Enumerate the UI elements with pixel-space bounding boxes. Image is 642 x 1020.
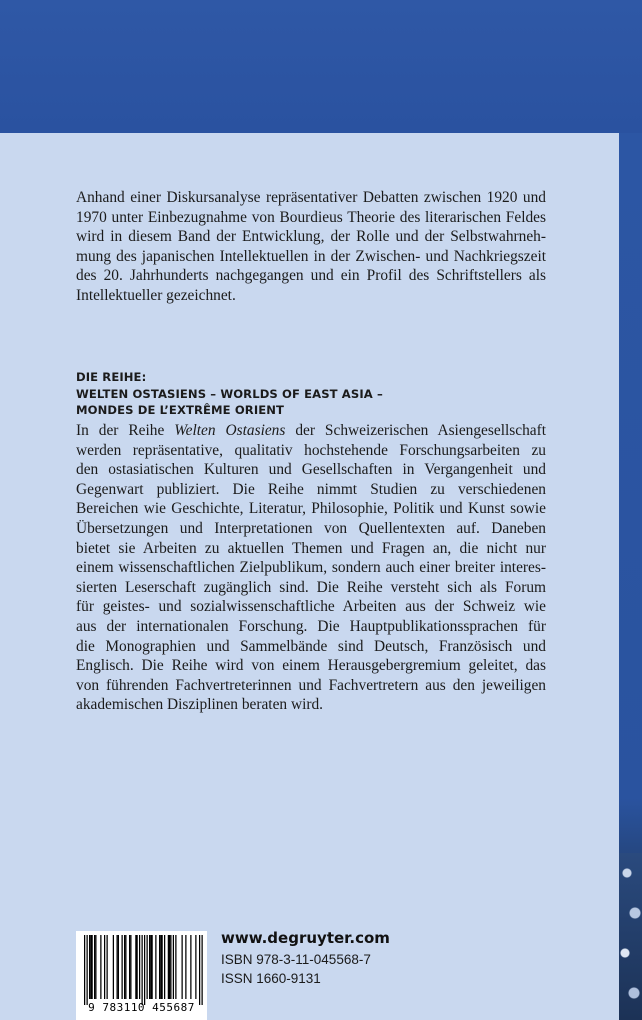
series-intro-tail: der Schweizerischen Asiengesellschaft [285, 422, 547, 439]
barcode-bar [168, 935, 169, 999]
cover-art-fragment [619, 853, 642, 1020]
cover-spine-edge [619, 133, 642, 1020]
series-intro-text: In der Reihe [76, 422, 175, 439]
barcode-digits: 9 783110 455687 [88, 1001, 195, 1014]
barcode-bar [199, 935, 200, 1005]
series-line: Übersetzungen und Interpretationen von Quellentexten auf. Daneben [76, 519, 546, 537]
barcode-bar [125, 935, 126, 999]
barcode-bar [147, 935, 148, 999]
series-line: aus der internationalen Forschung. Die Hauptpublikationssprachen für [76, 617, 546, 635]
series-line: für geistes- und sozialwissenschaftliche Arbeiten aus der Schweiz wie [76, 598, 546, 616]
cover-top-band [0, 0, 642, 133]
barcode-bar [162, 935, 163, 999]
barcode-bar [104, 935, 105, 999]
series-title-italic: Welten Ostasiens [174, 422, 286, 439]
barcode-bar [135, 935, 136, 999]
barcode-bar [139, 935, 140, 999]
barcode-bar [164, 935, 165, 999]
series-line: den ostasiatischen Kulturen und Gesellschaften in Vergangenheit und [76, 461, 546, 479]
barcode-bar [117, 935, 118, 999]
barcode-bar [124, 935, 125, 999]
series-heading-line: MONDES DE L’EXTRÊME ORIENT [76, 403, 285, 417]
series-line: einem wissenschaftlichen Zielpublikum, sondern auch einer breiter interes- [76, 559, 546, 577]
blurb-line: wird in diesem Band der Entwicklung, der Rolle und der Selbstwahrneh- [76, 228, 546, 246]
series-line: akademischen Disziplinen beraten wird. [76, 696, 324, 714]
barcode-bar [185, 935, 186, 999]
isbn-number: ISBN 978-3-11-045568-7 [221, 952, 371, 967]
series-heading-line: WELTEN OSTASIENS – WORLDS OF EAST ASIA – [76, 386, 383, 401]
barcode-bar [190, 935, 191, 999]
barcode-bar [100, 935, 101, 999]
back-cover-panel [0, 133, 619, 1020]
series-heading-line: DIE REIHE: [76, 370, 147, 384]
issn-number: ISSN 1660-9131 [221, 971, 321, 986]
series-line: Bereichen wie Geschichte, Literatur, Philosophie, Politik und Kunst sowie [76, 500, 546, 518]
barcode-bar [94, 935, 95, 999]
barcode-bar [150, 935, 151, 999]
barcode-bar [159, 935, 160, 999]
barcode-bar [130, 935, 131, 999]
isbn-barcode [76, 931, 207, 1020]
blurb-line: 1970 unter Einbezugnahme von Bourdieus Theorie des literarischen Feldes [76, 208, 546, 226]
blurb-line: Anhand einer Diskursanalyse repräsentativer Debatten zwischen 1920 und [76, 189, 546, 206]
barcode-bar [122, 935, 123, 999]
barcode-bar [129, 935, 130, 999]
blurb-paragraph [76, 188, 546, 306]
barcode-bar [182, 935, 183, 999]
barcode-bar [155, 935, 156, 999]
barcode-bar [142, 935, 143, 1005]
series-line: Englisch. Die Reihe wird von einem Herausgebergremium geleitet, das [76, 657, 546, 675]
series-line: von führenden Fachvertreterinnen und Fachvertretern aus den jeweiligen [76, 676, 546, 694]
publisher-url: www.degruyter.com [221, 929, 390, 947]
barcode-bar [175, 935, 176, 999]
barcode-bar [87, 935, 88, 1005]
barcode-bar [84, 935, 85, 1005]
series-description [76, 421, 546, 715]
barcode-bar [90, 935, 91, 999]
barcode-bar [113, 935, 114, 999]
barcode-bar [92, 935, 93, 999]
series-line-first [76, 421, 546, 441]
series-line: werden repräsentative, qualitativ hochstehende Forschungsarbeiten zu [76, 441, 546, 459]
blurb-line: Intellektueller gezeichnet. [76, 286, 236, 304]
series-line: die Monographien und Sammelbände sind Deutsch, Französisch und [76, 637, 546, 655]
barcode-bar [160, 935, 161, 999]
series-line: Gegenwart publiziert. Die Reihe nimmt Studien zu verschiedenen [76, 480, 546, 498]
barcode-bar [170, 935, 171, 999]
barcode-bar [202, 935, 203, 1005]
series-line: bietet sie Arbeiten zu aktuellen Themen und Fragen an, die nicht nur [76, 539, 546, 557]
barcode-bar [144, 935, 145, 1005]
blurb-line: mung des japanischen Intellektuellen in der Zwischen- und Nachkriegszeit [76, 247, 546, 265]
blurb-line: des 20. Jahrhunderts nachgegangen und ein Profil des Schriftstellers als [76, 267, 546, 285]
series-line: sierten Leserschaft zugänglich sind. Die Reihe versteht sich als Forum [76, 578, 546, 596]
series-heading [76, 369, 556, 419]
barcode-bar [118, 935, 119, 999]
barcode-bar [195, 935, 196, 999]
barcode-bar [152, 935, 153, 999]
barcode-bar [137, 935, 138, 999]
barcode-bar [89, 935, 90, 999]
barcode-bar [169, 935, 170, 999]
barcode-bar [95, 935, 96, 999]
barcode-bar [173, 935, 174, 999]
barcode-bar [107, 935, 108, 999]
barcode-bar [149, 935, 150, 999]
